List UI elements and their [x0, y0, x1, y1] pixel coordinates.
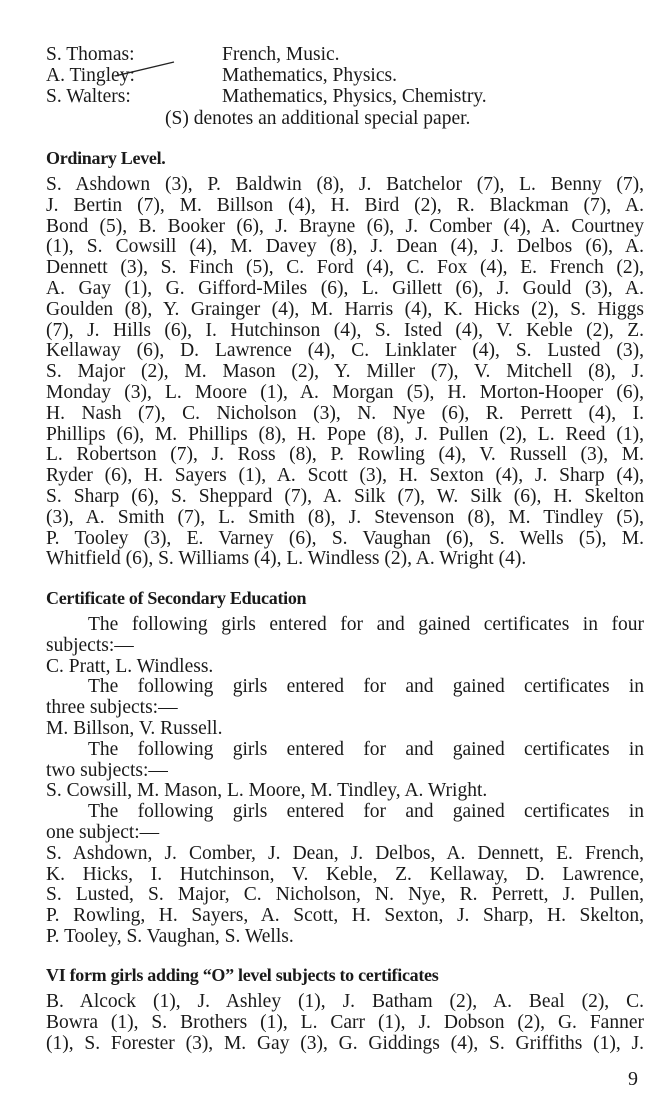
text-line: The following girls entered for and gained certificates in four	[88, 615, 644, 635]
text-line: J. Bertin (7), M. Billson (4), H. Bird (2), R. Blackman (7), A.	[46, 195, 644, 216]
text-line: S. Ashdown (3), P. Baldwin (8), J. Batchelor (7), L. Benny (7),	[46, 175, 644, 195]
ordinary-level-section	[46, 147, 644, 570]
text-line: three subjects:—	[46, 698, 178, 719]
text-line: S. Major (2), M. Mason (2), Y. Miller (7), V. Mitchell (8), J.	[46, 362, 644, 383]
student-subjects: Mathematics, Physics.	[222, 65, 397, 86]
text-line: C. Pratt, L. Windless.	[46, 656, 214, 677]
student-name: A. Tingley:	[46, 65, 135, 86]
text-line: P. Tooley (3), E. Varney (6), S. Vaughan (6), S. Wells (5), M.	[46, 528, 644, 549]
text-line: P. Tooley, S. Vaughan, S. Wells.	[46, 926, 294, 947]
text-line: (1), S. Forester (3), M. Gay (3), G. Giddings (4), S. Griffiths (1), J.	[46, 1033, 644, 1054]
text-line: S. Sharp (6), S. Sheppard (7), A. Silk (7), W. Silk (6), H. Skelton	[46, 486, 644, 507]
text-line: Bond (5), B. Booker (6), J. Brayne (6), J. Comber (4), A. Courtney	[46, 216, 644, 237]
sixth-form-section	[46, 964, 644, 1054]
pen-tick-mark	[110, 60, 190, 80]
text-line: Monday (3), L. Moore (1), A. Morgan (5), H. Morton-Hooper (6),	[46, 382, 644, 403]
cse-list	[46, 615, 644, 948]
text-line: Ryder (6), H. Sayers (1), A. Scott (3), H. Sexton (4), J. Sharp (4),	[46, 466, 644, 487]
text-line: two subjects:—	[46, 760, 168, 781]
subject-row	[46, 86, 644, 107]
text-line: S. Ashdown, J. Comber, J. Dean, J. Delbos, A. Dennett, E. French,	[46, 843, 644, 864]
text-line: Bowra (1), S. Brothers (1), L. Carr (1), J. Dobson (2), G. Fanner	[46, 1012, 644, 1033]
text-line: H. Nash (7), C. Nicholson (3), N. Nye (6), R. Perrett (4), I.	[46, 403, 644, 424]
section-heading: Ordinary Level.	[46, 148, 166, 168]
section-heading: Certificate of Secondary Education	[46, 588, 307, 608]
text-line: one subject:—	[46, 822, 160, 843]
text-line: Dennett (3), S. Finch (5), C. Ford (4), C. Fox (4), E. French (2),	[46, 258, 644, 279]
student-name: S. Walters:	[46, 86, 131, 107]
ordinary-level-list	[46, 175, 644, 570]
text-line: (1), S. Cowsill (4), M. Davey (8), J. Dean (4), J. Delbos (6), A.	[46, 237, 644, 258]
text-line: K. Hicks, I. Hutchinson, V. Keble, Z. Kellaway, D. Lawrence,	[46, 864, 644, 885]
student-subjects: Mathematics, Physics, Chemistry.	[222, 86, 487, 107]
text-line: Whitfield (6), S. Williams (4), L. Windless (2), A. Wright (4).	[46, 549, 527, 570]
special-paper-note: (S) denotes an additional special paper.	[165, 108, 471, 129]
text-line: Goulden (8), Y. Grainger (4), M. Harris (4), K. Hicks (2), S. Higgs	[46, 299, 644, 320]
text-line: (3), A. Smith (7), L. Smith (8), J. Stevenson (8), M. Tindley (5),	[46, 507, 644, 528]
cse-section	[46, 587, 644, 948]
page-number: 9	[628, 1068, 638, 1090]
text-line: Phillips (6), M. Phillips (8), H. Pope (8), J. Pullen (2), L. Reed (1),	[46, 424, 644, 445]
text-line: The following girls entered for and gained certificates in	[88, 677, 644, 698]
text-line: A. Gay (1), G. Gifford-Miles (6), L. Gillett (6), J. Gould (3), A.	[46, 278, 644, 299]
text-line: B. Alcock (1), J. Ashley (1), J. Batham (2), A. Beal (2), C.	[46, 992, 644, 1012]
text-line: M. Billson, V. Russell.	[46, 718, 223, 739]
text-line: (7), J. Hills (6), I. Hutchinson (4), S. Isted (4), V. Keble (2), Z.	[46, 320, 644, 341]
text-line: subjects:—	[46, 635, 134, 656]
text-line: P. Rowling, H. Sayers, A. Scott, H. Sexton, J. Sharp, H. Skelton,	[46, 906, 644, 927]
section-heading: VI form girls adding “O” level subjects to certificates	[46, 965, 439, 985]
student-name: S. Thomas:	[46, 44, 135, 65]
text-line: Kellaway (6), D. Lawrence (4), C. Linklater (4), S. Lusted (3),	[46, 341, 644, 362]
text-line: The following girls entered for and gained certificates in	[88, 739, 644, 760]
student-subjects: French, Music.	[222, 44, 340, 65]
sixth-form-list	[46, 992, 644, 1054]
text-line: The following girls entered for and gained certificates in	[88, 802, 644, 823]
text-line: S. Cowsill, M. Mason, L. Moore, M. Tindley, A. Wright.	[46, 781, 488, 802]
text-line: S. Lusted, S. Major, C. Nicholson, N. Nye, R. Perrett, J. Pullen,	[46, 885, 644, 906]
text-line: L. Robertson (7), J. Ross (8), P. Rowling (4), V. Russell (3), M.	[46, 445, 644, 466]
